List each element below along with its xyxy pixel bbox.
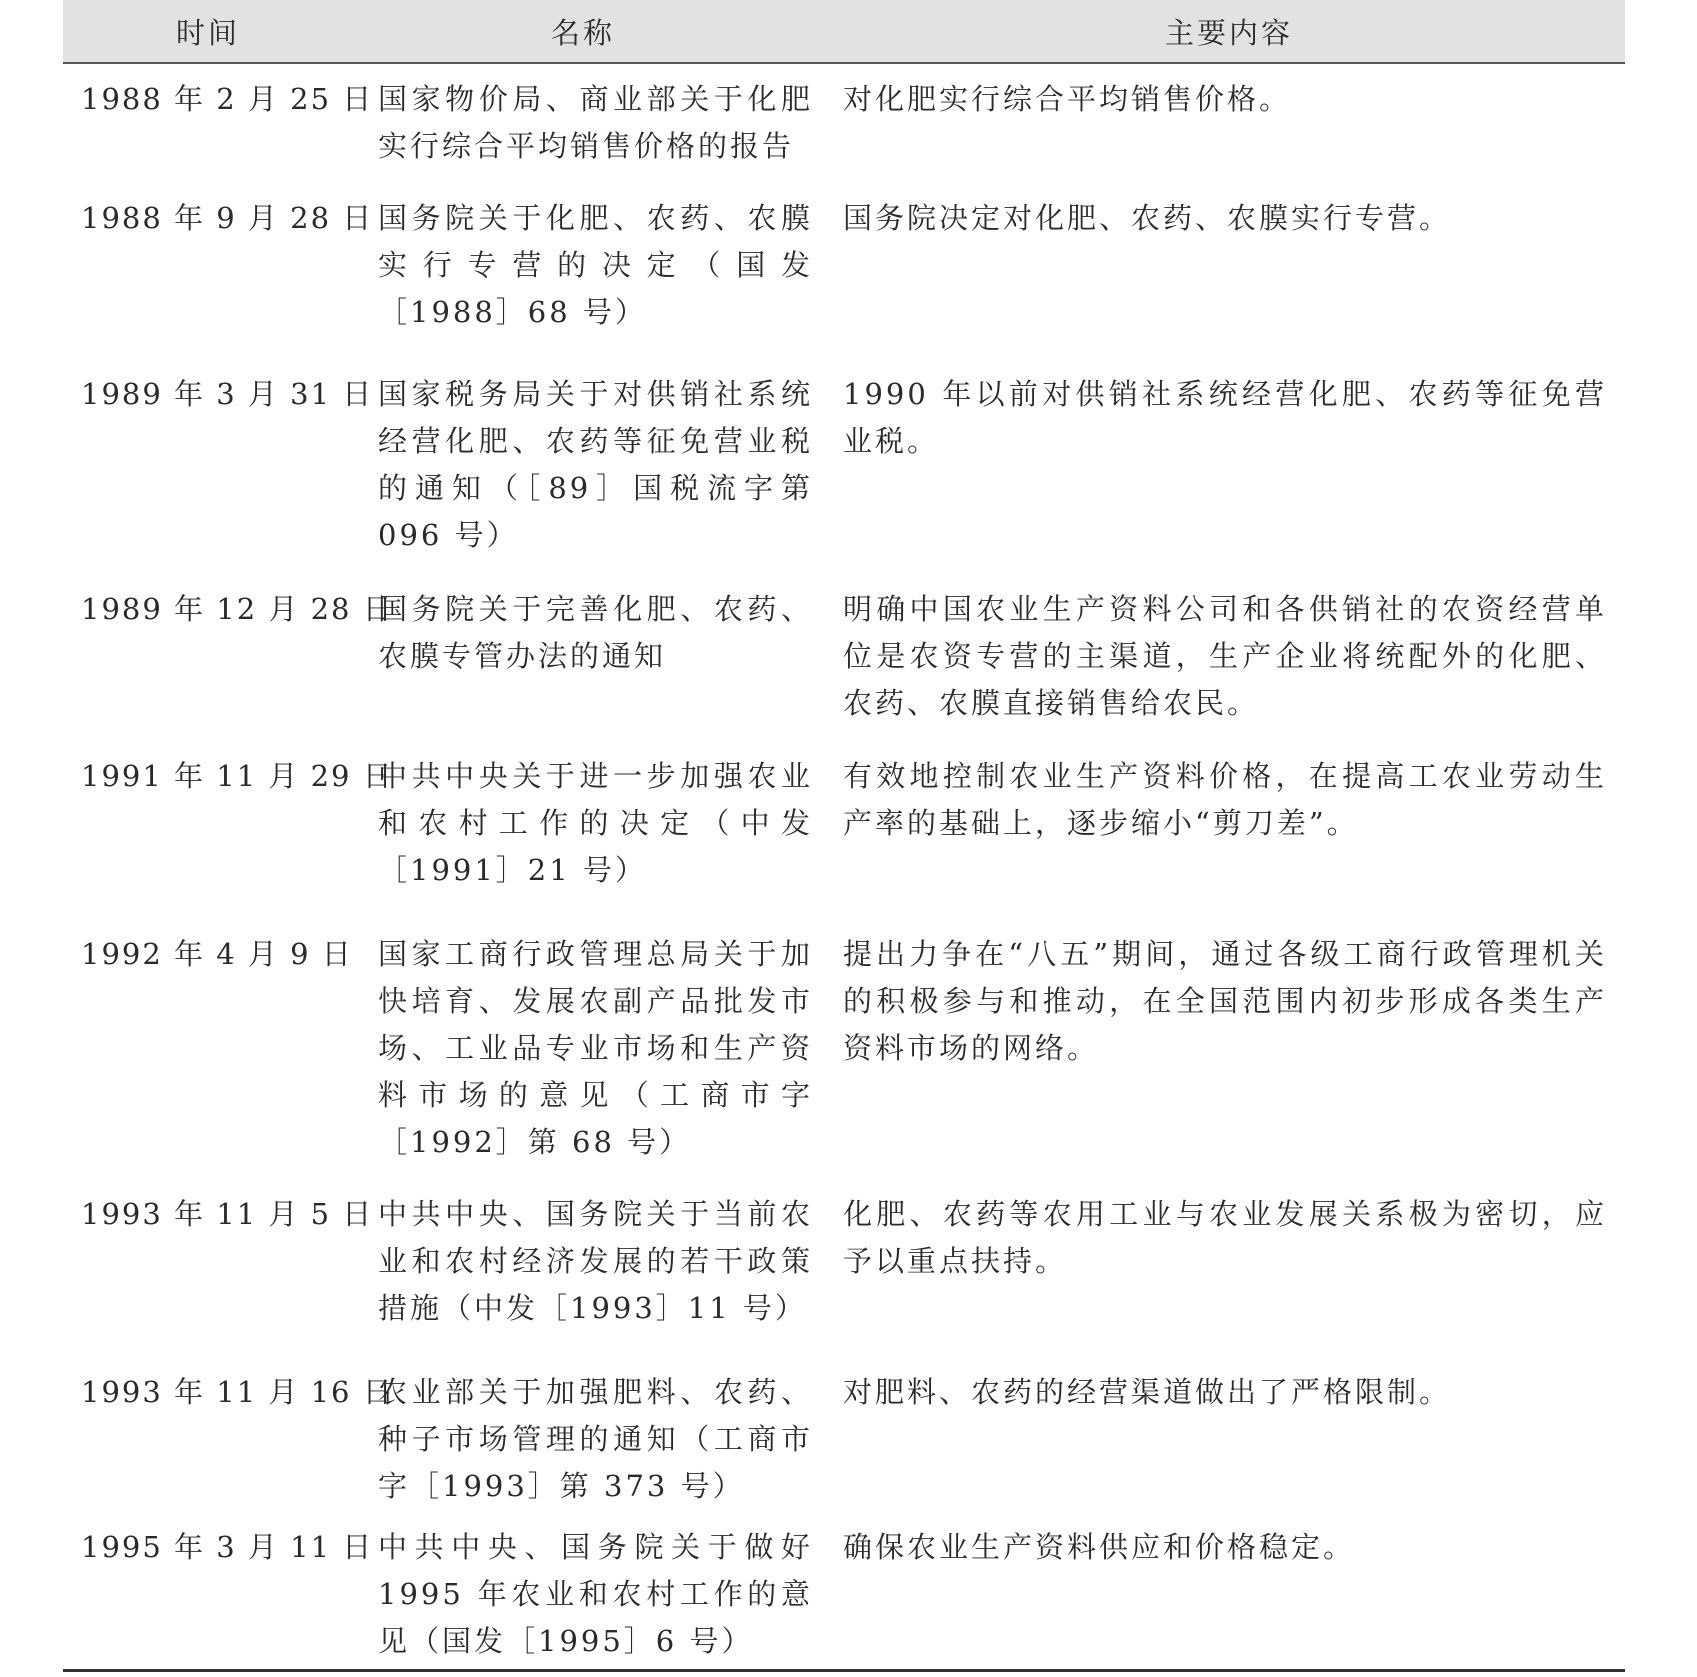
cell-time: 1993 年 11 月 5 日 (81, 1197, 374, 1231)
cell-name: 中共中央关于进一步加强农业和农村工作的决定（中发［1991］21 号） (378, 759, 813, 887)
header-time: 时间 (63, 0, 363, 63)
cell-time: 1988 年 9 月 28 日 (81, 201, 374, 235)
cell-name: 国家工商行政管理总局关于加快培育、发展农副产品批发市场、工业品专业市场和生产资料市场的意见（工商市字［1992］第 68 号） (378, 937, 813, 1159)
cell-time: 1995 年 3 月 11 日 (63, 1512, 363, 1671)
cell-name: 国务院关于化肥、农药、农膜实行专营的决定（国发［1988］68 号） (378, 201, 813, 329)
cell-content: 国务院决定对化肥、农药、农膜实行专营。 (843, 201, 1452, 235)
table-row (63, 183, 1625, 359)
table-body (63, 63, 1625, 1671)
cell-name: 中共中央、国务院关于做好 1995 年农业和农村工作的意见（国发［1995］6 号） (363, 1512, 833, 1671)
cell-time: 1989 年 3 月 31 日 (81, 377, 374, 411)
table-row (63, 1179, 1625, 1357)
policy-table-container (63, 0, 1625, 1672)
cell-name: 国家税务局关于对供销社系统经营化肥、农药等征免营业税的通知（［89］国税流字第 096 号） (378, 377, 813, 552)
table-row (63, 574, 1625, 741)
cell-time: 1988 年 2 月 25 日 (81, 82, 374, 116)
cell-name: 国务院关于完善化肥、农药、农膜专管办法的通知 (378, 592, 813, 673)
table-row (63, 1512, 1625, 1671)
cell-content: 化肥、农药等农用工业与农业发展关系极为密切，应予以重点扶持。 (843, 1197, 1607, 1278)
table-row (63, 1357, 1625, 1512)
cell-content: 提出力争在“八五”期间，通过各级工商行政管理机关的积极参与和推动，在全国范围内初步形成各类生产资料市场的网络。 (843, 937, 1607, 1065)
header-name: 名称 (363, 0, 833, 63)
cell-name: 中共中央、国务院关于当前农业和农村经济发展的若干政策措施（中发［1993］11 号） (378, 1197, 813, 1325)
cell-time: 1993 年 11 月 16 日 (81, 1375, 394, 1409)
cell-content: 1990 年以前对供销社系统经营化肥、农药等征免营业税。 (843, 377, 1607, 458)
table-header (63, 0, 1625, 63)
table-row (63, 359, 1625, 574)
cell-content: 对化肥实行综合平均销售价格。 (843, 82, 1292, 116)
cell-name: 农业部关于加强肥料、农药、种子市场管理的通知（工商市字［1993］第 373 号） (378, 1375, 813, 1503)
cell-content: 对肥料、农药的经营渠道做出了严格限制。 (843, 1375, 1452, 1409)
header-row (63, 0, 1625, 63)
header-content: 主要内容 (833, 0, 1625, 63)
cell-content: 明确中国农业生产资料公司和各供销社的农资经营单位是农资专营的主渠道，生产企业将统配外的化肥、农药、农膜直接销售给农民。 (843, 592, 1607, 720)
policy-table (63, 0, 1625, 1672)
cell-content: 有效地控制农业生产资料价格，在提高工农业劳动生产率的基础上，逐步缩小“剪刀差”。 (843, 759, 1607, 840)
cell-name: 国家物价局、商业部关于化肥实行综合平均销售价格的报告 (378, 82, 813, 163)
cell-time: 1991 年 11 月 29 日 (81, 759, 394, 793)
table-row (63, 63, 1625, 183)
cell-content: 确保农业生产资料供应和价格稳定。 (833, 1512, 1625, 1671)
table-row (63, 919, 1625, 1179)
table-row (63, 741, 1625, 919)
cell-time: 1989 年 12 月 28 日 (81, 592, 394, 626)
cell-time: 1992 年 4 月 9 日 (81, 937, 353, 971)
